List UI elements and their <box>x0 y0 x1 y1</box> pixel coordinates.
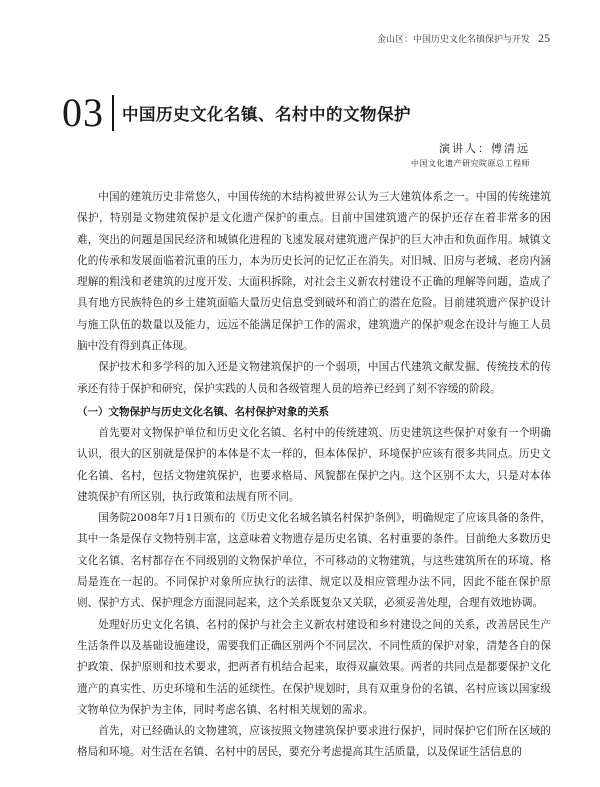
paragraph: 处理好历史文化名镇、名村的保护与社会主义新农村建设和乡村建设之间的关系，改善居民生产生活条件以及基础设施建设，需要我们正确区别两个不同层次、不同性质的保护对象，清楚各自的保护政策、保护原则和技术要求，把两者有机结合起来，取得双赢效果。两者的共同点是都要保护文化遗产的真实性、历史环境和生活的延续性。在保护规划时，具有双重身份的名镇、名村应该以国家级文物单位为保护为主体，同时考虑名镇、名村相关规划的需求。 <box>77 618 551 716</box>
speaker-line: 演讲人：傅清远 <box>439 142 530 155</box>
chapter-title: 中国历史文化名镇、名村中的文物保护 <box>122 105 411 124</box>
paragraph: 保护技术和多学科的加入还是文物建筑保护的一个弱项，中国古代建筑文献发掘、传统技术的传承还有待于保护和研究，保护实践的人员和各级管理人员的培养已经到了刻不容缓的阶段。 <box>77 361 551 395</box>
chapter-number: 03 <box>62 90 104 135</box>
running-header <box>360 30 550 46</box>
chapter-divider <box>112 95 114 131</box>
paragraph: 国务院2008年7月1日颁布的《历史文化名城名镇名村保护条例》，明确规定了应该具备的条件，其中一条是保存文物特别丰富，这意味着文物遗存是历史名镇、名村重要的条件。目前绝大多数历史文化名镇、名村都存在不同级别的文物保护单位，不可移动的文物建筑，与这些建筑所在的环境、格局是连在一起的。不同保护对象所应执行的法律、规定以及相应管理办法不同，因此不能在保护原则、保护方式、保护理念方面混同起来，这个关系既复杂又关联，必须妥善处理，合理有效地协调。 <box>77 512 551 610</box>
running-header-text: 金山区：中国历史文化名镇保护与开发 <box>376 34 530 45</box>
section-heading: （一）文物保护与历史文化名镇、名村保护对象的关系 <box>77 405 329 418</box>
page-number: 25 <box>538 30 550 45</box>
paragraph: 中国的建筑历史非常悠久，中国传统的木结构被世界公认为三大建筑体系之一。中国的传统建筑保护，特别是文物建筑保护是文化遗产保护的重点。目前中国建筑遗产的保护还存在着非常多的困难，突出的问题是国民经济和城镇化进程的飞速发展对建筑遗产保护的巨大冲击和负面作用。城镇文化的传承和发展面临着沉重的压力，本为历史长河的记忆正在消失。对旧城、旧房与老城、老房内涵理解的粗浅和老建筑的过度开发、大面积拆除，对社会主义新农村建设不正确的理解等问题，造成了具有地方民族特色的乡土建筑面临大量历史信息受到破坏和消亡的潜在危险。目前建筑遗产保护设计与施工队伍的数量以及能力，远远不能满足保护工作的需求，建筑遗产的保护观念在设计与施工人员脑中没有得到真正体现。 <box>77 191 551 353</box>
speaker-affiliation: 中国文化遗产研究院原总工程师 <box>411 159 530 168</box>
paragraph: 首先，对已经确认的文物建筑，应该按照文物建筑保护要求进行保护，同时保护它们所在区域的格局和环境。对生活在名镇、名村中的居民，要充分考虑提高其生活质量，以及保证生活信息的 <box>77 725 551 759</box>
chapter-heading <box>62 92 411 134</box>
paragraph: 首先要对文物保护单位和历史文化名镇、名村中的传统建筑、历史建筑这些保护对象有一个明确认识，很大的区别就是保护的本体是不太一样的，但本体保护、环境保护应该有很多共同点。历史文化名镇、名村，包括文物建筑保护，也要求格局、风貌都在保护之内。这个区别不太大，只是对本体建筑保护有所区别，执行政策和法规有所不同。 <box>77 426 551 503</box>
article-body <box>77 187 551 764</box>
